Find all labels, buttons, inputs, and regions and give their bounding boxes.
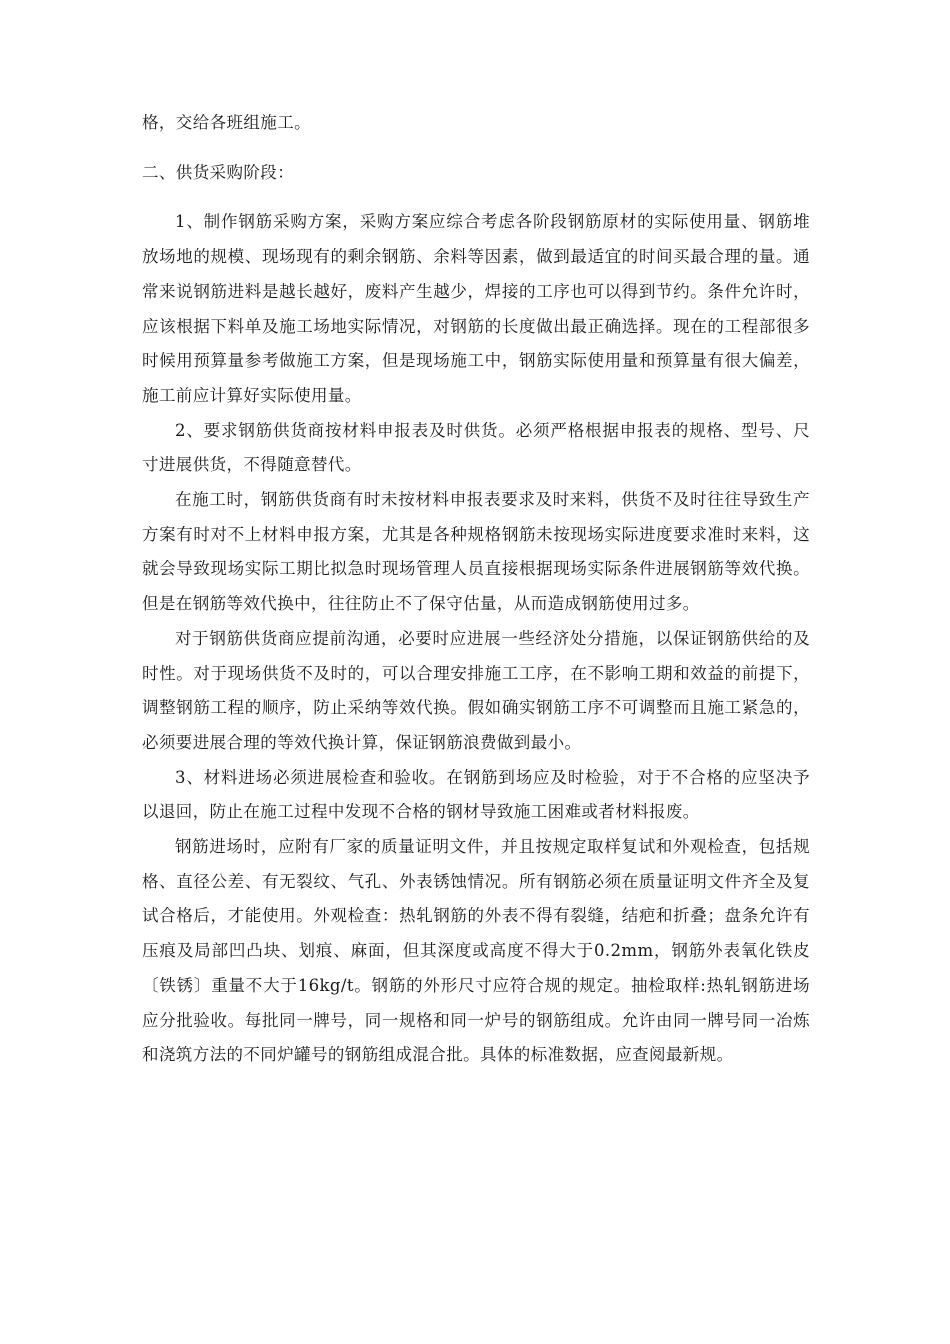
paragraph-late-delivery: 在施工时，钢筋供货商有时未按材料申报表要求及时来料，供货不及时往往导致生产方案有时对不上材料申报方案，尤其是各种规格钢筋未按现场实际进度要求准时来料，这就会导致现场实际工期比拟急时现场管理人员直接根据现场实际条件进展钢筋等效代换。但是在钢筋等效代换中，往往防止不了保守估量，从而造成钢筋使用过多。 — [142, 490, 810, 614]
paragraph-inspection-acceptance: 3、材料进场必须进展检查和验收。在钢筋到场应及时检验，对于不合格的应坚决予以退回，防止在施工过程中发现不合格的钢材导致施工困难或者材料报废。 — [142, 767, 810, 822]
paragraph-supplier-requirement: 2、要求钢筋供货商按材料申报表及时供货。必须严格根据申报表的规格、型号、尺寸进展供货，不得随意替代。 — [142, 420, 810, 475]
paragraph-supplier-communication: 对于钢筋供货商应提前沟通，必要时应进展一些经济处分措施，以保证钢筋供给的及时性。对于现场供货不及时的，可以合理安排施工工序，在不影响工期和效益的前提下，调整钢筋工程的顺序，防止采纳等效代换。假如确实钢筋工序不可调整而且施工紧急的，必须要进展合理的等效代换计算，保证钢筋浪费做到最小。 — [142, 628, 810, 752]
continuation-text: 格，交给各班组施工。 — [142, 113, 311, 132]
document-body — [142, 106, 810, 1073]
paragraph-procurement-plan: 1、制作钢筋采购方案，采购方案应综合考虑各阶段钢筋原材的实际使用量、钢筋堆放场地的规模、现场现有的剩余钢筋、余料等因素，做到最适宜的时间买最合理的量。通常来说钢筋进料是越长越好，废料产生越少，焊接的工序也可以得到节约。条件允许时，应该根据下料单及施工场地实际情况，对钢筋的长度做出最正确选择。现在的工程部很多时候用预算量参考做施工方案，但是现场施工中，钢筋实际使用量和预算量有很大偏差，施工前应计算好实际使用量。 — [142, 212, 810, 405]
paragraph-entry-inspection: 钢筋进场时，应附有厂家的质量证明文件，并且按规定取样复试和外观检查，包括规格、直径公差、有无裂纹、气孔、外表锈蚀情况。所有钢筋必须在质量证明文件齐全及复试合格后，才能使用。外观检查：热轧钢筋的外表不得有裂缝，结疤和折叠；盘条允许有压痕及局部凹凸块、划痕、麻面，但其深度或高度不得大于0.2mm，钢筋外表氧化铁皮〔铁锈〕重量不大于16kg/t。钢筋的外形尺寸应符合规的规定。抽检取样:热轧钢筋进场应分批验收。每批同一牌号，同一规格和同一炉号的钢筋组成。允许由同一牌号同一冶炼和浇筑方法的不同炉罐号的钢筋组成混合批。具体的标准数据，应查阅最新规。 — [142, 837, 810, 1065]
section-heading: 二、供货采购阶段： — [142, 162, 295, 182]
